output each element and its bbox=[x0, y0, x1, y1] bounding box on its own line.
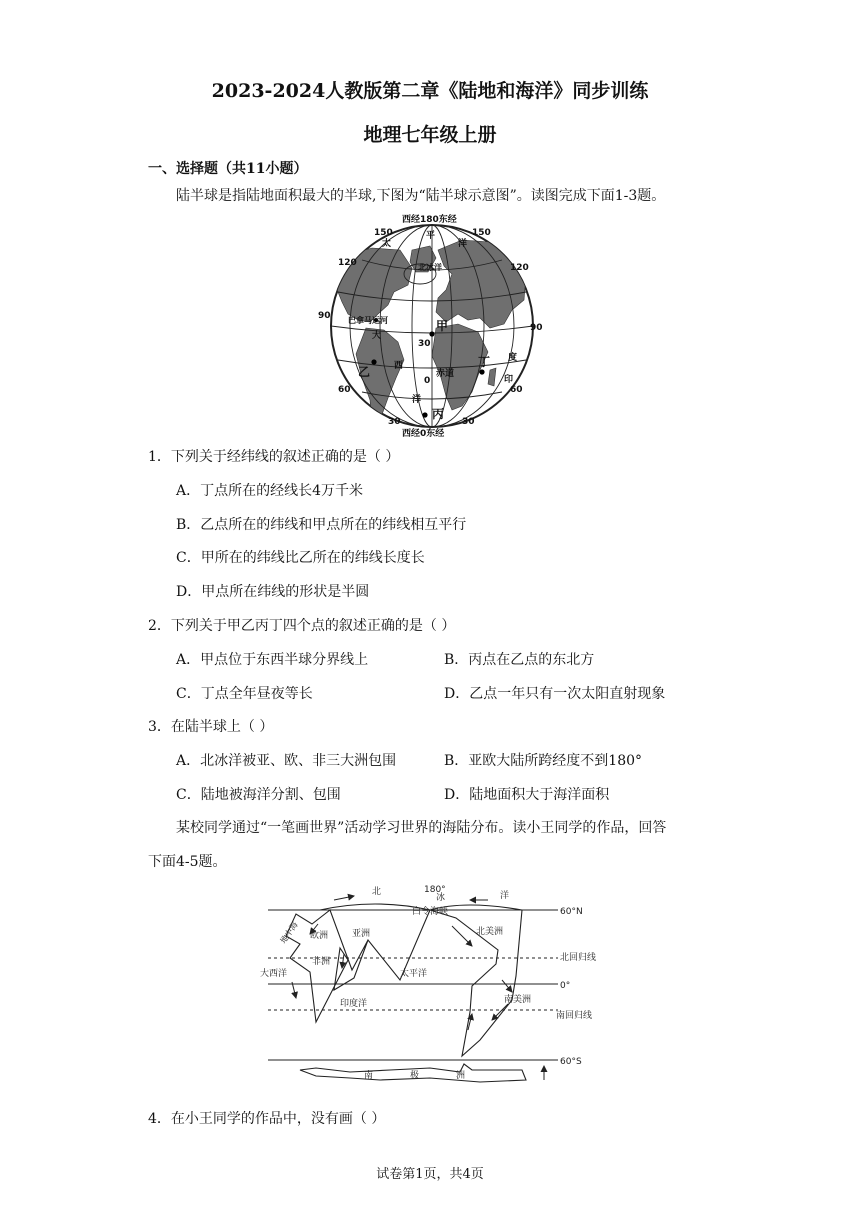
intro-paragraph-1: 陆半球是指陆地面积最大的半球,下图为“陆半球示意图”。读图完成下面1-3题。 bbox=[176, 188, 666, 204]
globe-label: 乙 bbox=[358, 365, 371, 379]
globe-label: 60 bbox=[510, 385, 523, 395]
sketch-label: 60°S bbox=[560, 1057, 582, 1067]
globe-label: 西 bbox=[394, 361, 404, 371]
intro-paragraph-2-line1: 某校同学通过“一笔画世界”活动学习世界的海陆分布。读小王同学的作品，回答 bbox=[176, 820, 667, 836]
sketch-label: 北 bbox=[372, 887, 382, 897]
globe-label: 度 bbox=[508, 353, 518, 363]
globe-label: 丁 bbox=[478, 355, 491, 369]
intro-paragraph-2-line2: 下面4-5题。 bbox=[148, 854, 227, 870]
sketch-label: 洲 bbox=[456, 1071, 466, 1081]
sketch-label: 冰 bbox=[436, 893, 446, 903]
q3-option-d: D．陆地面积大于海洋面积 bbox=[444, 787, 610, 803]
globe-bottom-label: 西经0东经 bbox=[402, 429, 445, 438]
q3-option-b: B．亚欧大陆所跨经度不到180° bbox=[444, 753, 643, 769]
sketch-label: 地中海 bbox=[278, 920, 300, 946]
question-4-stem: 4．在小王同学的作品中，没有画（ ） bbox=[148, 1111, 386, 1127]
q3-option-a: A．北冰洋被亚、欧、非三大洲包围 bbox=[176, 753, 397, 769]
globe-label: 洋 bbox=[458, 239, 468, 249]
sketch-label: 洋 bbox=[500, 891, 510, 901]
q2-option-c: C．丁点全年昼夜等长 bbox=[176, 686, 313, 702]
globe-label: 120 bbox=[510, 263, 529, 273]
globe-label: 30 bbox=[462, 417, 475, 427]
globe-label: 90 bbox=[318, 311, 331, 321]
sketch-label: 亚洲 bbox=[352, 929, 371, 939]
sketch-label: 南美洲 bbox=[504, 995, 532, 1005]
globe-label: 丙 bbox=[432, 407, 445, 421]
one-stroke-world-sketch bbox=[260, 880, 600, 1086]
globe-label: 30 bbox=[388, 417, 401, 427]
land-hemisphere-map bbox=[312, 210, 552, 438]
globe-label: 太 bbox=[382, 239, 392, 249]
globe-label: 大 bbox=[372, 331, 382, 341]
sketch-label: 60°N bbox=[560, 907, 583, 917]
sketch-label: 大西洋 bbox=[260, 969, 288, 979]
globe-label: 120 bbox=[338, 258, 357, 268]
q1-option-b: B．乙点所在的纬线和甲点所在的纬线相互平行 bbox=[176, 517, 467, 533]
globe-label: 60 bbox=[338, 385, 351, 395]
globe-label: 150 bbox=[374, 228, 393, 238]
question-3-stem: 3．在陆半球上（ ） bbox=[148, 719, 274, 735]
q1-option-c: C．甲所在的纬线比乙所在的纬线长度长 bbox=[176, 550, 425, 566]
question-2-stem: 2．下列关于甲乙丙丁四个点的叙述正确的是（ ） bbox=[148, 618, 456, 634]
sketch-label: 南回归线 bbox=[556, 1011, 593, 1021]
sketch-label: 180° bbox=[424, 885, 446, 895]
sketch-label: 北美洲 bbox=[476, 927, 504, 937]
page-footer: 试卷第1页，共4页 bbox=[376, 1167, 484, 1182]
sketch-label: 太平洋 bbox=[400, 969, 428, 979]
q2-option-b: B．丙点在乙点的东北方 bbox=[444, 652, 595, 668]
page-subtitle: 地理七年级上册 bbox=[363, 124, 497, 146]
sketch-label: 0° bbox=[560, 981, 571, 991]
q2-option-a: A．甲点位于东西半球分界线上 bbox=[176, 652, 369, 668]
sketch-label: 欧洲 bbox=[310, 931, 329, 941]
sketch-label: 南 bbox=[364, 1071, 374, 1081]
sketch-label: 北回归线 bbox=[560, 953, 597, 963]
globe-label: 洋 bbox=[412, 395, 422, 405]
sketch-label: 极 bbox=[410, 1071, 420, 1081]
q3-option-c: C．陆地被海洋分割、包围 bbox=[176, 787, 341, 803]
globe-label: 赤道 bbox=[436, 369, 455, 379]
sketch-label: 印度洋 bbox=[340, 999, 368, 1009]
q1-option-d: D．甲点所在纬线的形状是半圆 bbox=[176, 584, 370, 600]
globe-label: 甲 bbox=[436, 319, 449, 333]
globe-label: 90 bbox=[530, 323, 543, 333]
globe-top-label: 西经180东经 bbox=[402, 215, 457, 225]
q2-option-d: D．乙点一年只有一次太阳直射现象 bbox=[444, 686, 666, 702]
question-1-stem: 1．下列关于经纬线的叙述正确的是（ ） bbox=[148, 449, 400, 465]
sketch-label: 白令海峡 bbox=[412, 907, 449, 917]
globe-label: 30 bbox=[418, 339, 431, 349]
globe-label: 巴拿马运河 bbox=[348, 316, 388, 325]
section-header: 一、选择题（共11小题） bbox=[148, 161, 308, 177]
globe-label: 印 bbox=[504, 375, 514, 385]
globe-label: 0 bbox=[424, 376, 431, 386]
globe-label: 北冰洋 bbox=[418, 263, 442, 272]
globe-label: 平 bbox=[426, 231, 436, 241]
q1-option-a: A．丁点所在的经线长4万千米 bbox=[176, 483, 364, 499]
page-title: 2023-2024人教版第二章《陆地和海洋》同步训练 bbox=[211, 80, 649, 102]
globe-label: 150 bbox=[472, 228, 491, 238]
sketch-label: 非洲 bbox=[312, 957, 331, 967]
